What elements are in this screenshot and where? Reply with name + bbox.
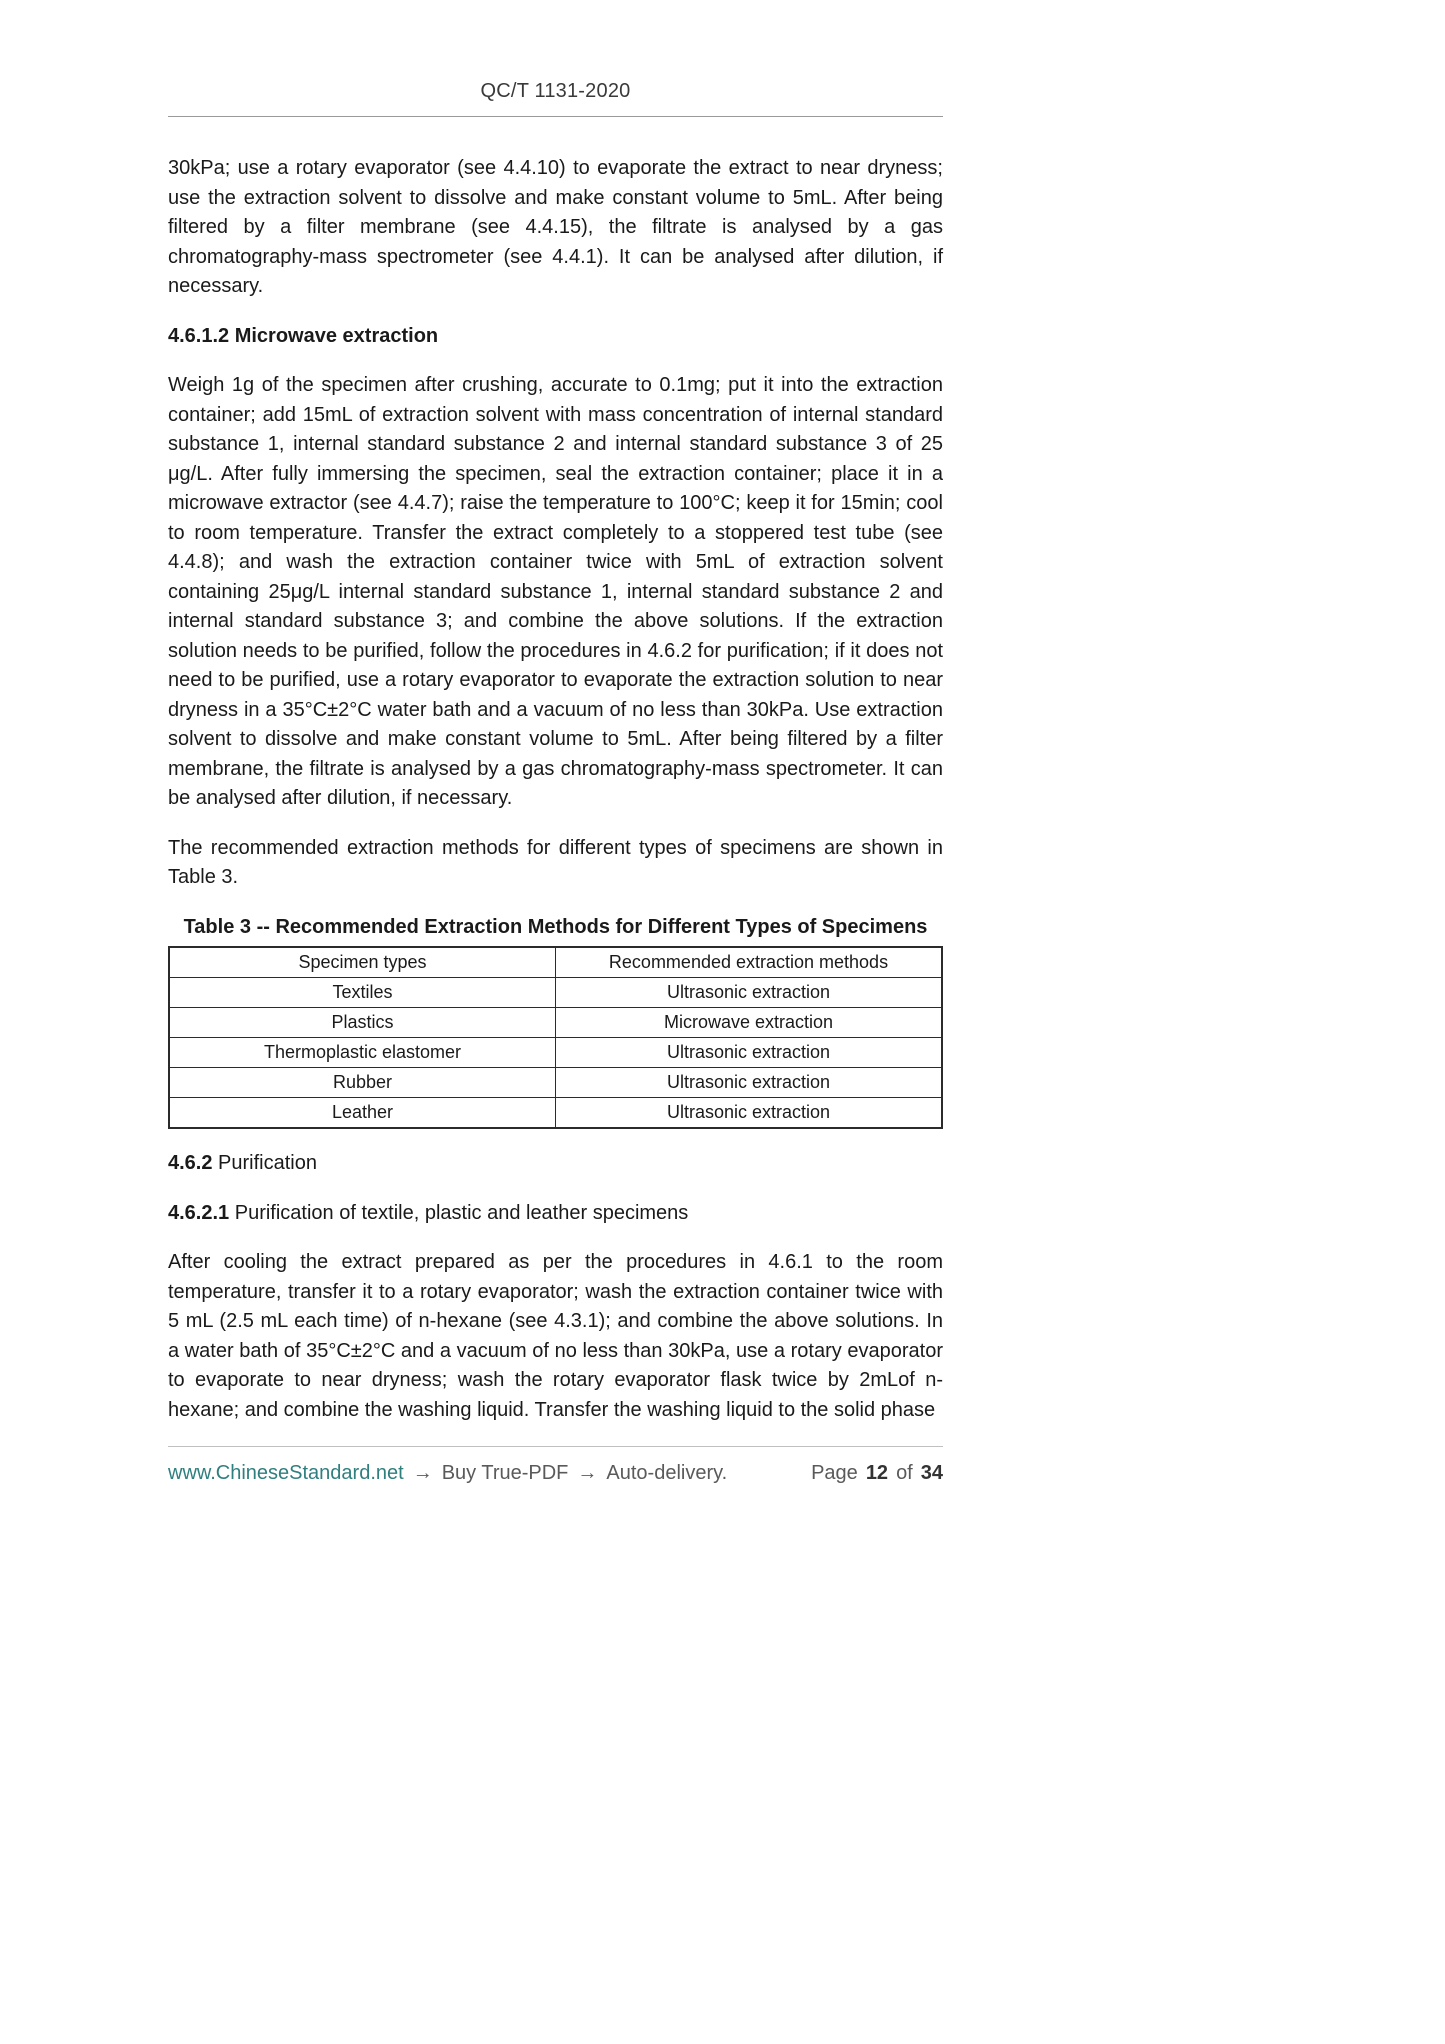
table-row bbox=[169, 978, 942, 1008]
table-header-specimen-types: Specimen types bbox=[169, 947, 556, 978]
footer-row bbox=[168, 1462, 943, 1485]
total-pages-number: 34 bbox=[920, 1462, 943, 1484]
heading-purification-textile-title: Purification of textile, plastic and leather specimens bbox=[234, 1201, 689, 1224]
footer-buy-text: Buy True-PDF bbox=[441, 1462, 569, 1484]
of-word: of bbox=[896, 1462, 913, 1484]
table-row bbox=[169, 1008, 942, 1038]
header-divider bbox=[168, 116, 943, 117]
footer-delivery-text: Auto-delivery. bbox=[606, 1462, 728, 1484]
table-header-row bbox=[169, 947, 942, 978]
table-row bbox=[169, 1098, 942, 1129]
table-cell-method: Ultrasonic extraction bbox=[556, 1068, 943, 1098]
table-cell-method: Microwave extraction bbox=[556, 1008, 943, 1038]
table-row bbox=[169, 1038, 942, 1068]
heading-purification bbox=[168, 1149, 943, 1179]
paragraph-microwave-procedure: Weigh 1g of the specimen after crushing, accurate to 0.1mg; put it into the extraction container; add 15mL of extraction solvent with mass concentration of internal standard substance 1, internal standard substance 2 and internal standard substance 3 of 25 μg/L. After fully immersing the specimen, seal the extraction container; place it in a microwave extractor (see 4.4.7); raise the temperature to 100°C; keep it for 15min; cool to room temperature. Transfer the extract completely to a stoppered test tube (see 4.4.8); and wash the extraction container twice with 5mL of extraction solvent containing 25μg/L internal standard substance 1, internal standard substance 2 and internal standard substance 3; and combine the above solutions. If the extraction solution needs to be purified, follow the procedures in 4.6.2 for purification; if it does not need to be purified, use a rotary evaporator to evaporate the extraction solution to near dryness in a 35°C±2°C water bath and a vacuum of no less than 30kPa. Use extraction solvent to dissolve and make constant volume to 5mL. After being filtered by a filter membrane, the filtrate is analysed by a gas chromatography-mass spectrometer. It can be analysed after dilution, if necessary. bbox=[168, 374, 943, 809]
table-cell-method: Ultrasonic extraction bbox=[556, 978, 943, 1008]
arrow-icon: → bbox=[577, 1462, 598, 1484]
table-cell-specimen: Rubber bbox=[169, 1068, 556, 1098]
paragraph-table-intro: The recommended extraction methods for different types of specimens are shown in Table 3. bbox=[168, 836, 943, 888]
content-column bbox=[168, 0, 943, 1425]
table-cell-specimen: Thermoplastic elastomer bbox=[169, 1038, 556, 1068]
heading-purification-textile bbox=[168, 1199, 943, 1229]
standard-code-header: QC/T 1131-2020 bbox=[480, 80, 631, 102]
heading-purification-number: 4.6.2 bbox=[168, 1152, 213, 1174]
footer-divider bbox=[168, 1446, 943, 1447]
footer-link-line bbox=[168, 1462, 727, 1485]
current-page-number: 12 bbox=[865, 1462, 889, 1484]
heading-purification-title: Purification bbox=[218, 1152, 317, 1174]
table-cell-specimen: Textiles bbox=[169, 978, 556, 1008]
site-link[interactable]: www.ChineseStandard.net bbox=[168, 1462, 404, 1484]
table-cell-method: Ultrasonic extraction bbox=[556, 1038, 943, 1068]
table-cell-specimen: Leather bbox=[169, 1098, 556, 1129]
page-indicator bbox=[811, 1462, 943, 1485]
table-cell-method: Ultrasonic extraction bbox=[556, 1098, 943, 1129]
arrow-icon: → bbox=[412, 1462, 433, 1484]
heading-microwave-extraction: 4.6.1.2 Microwave extraction bbox=[168, 324, 439, 347]
heading-purification-textile-number: 4.6.2.1 bbox=[168, 1201, 230, 1224]
table3-extraction-methods bbox=[168, 946, 943, 1129]
page-footer bbox=[168, 1446, 943, 1485]
table-cell-specimen: Plastics bbox=[169, 1008, 556, 1038]
table3-title: Table 3 -- Recommended Extraction Methods for Different Types of Specimens bbox=[183, 915, 928, 938]
paragraph-extraction-continued: 30kPa; use a rotary evaporator (see 4.4.10) to evaporate the extract to near dryness; use the extraction solvent to dissolve and make constant volume to 5mL. After being filtered by a filter membrane (see 4.4.15), the filtrate is analysed by a gas chromatography-mass spectrometer (see 4.4.1). It can be analysed after dilution, if necessary. bbox=[168, 157, 943, 297]
table-header-methods: Recommended extraction methods bbox=[556, 947, 943, 978]
paragraph-purification-procedure: After cooling the extract prepared as per the procedures in 4.6.1 to the room temperature, transfer it to a rotary evaporator; wash the extraction container twice with 5 mL (2.5 mL each time) of n-hexane (see 4.3.1); and combine the above solutions. In a water bath of 35°C±2°C and a vacuum of no less than 30kPa, use a rotary evaporator to evaporate to near dryness; wash the rotary evaporator flask twice by 2mLof n-hexane; and combine the washing liquid. Transfer the washing liquid to the solid phase bbox=[168, 1251, 943, 1421]
table-row bbox=[169, 1068, 942, 1098]
page-word: Page bbox=[811, 1462, 858, 1484]
